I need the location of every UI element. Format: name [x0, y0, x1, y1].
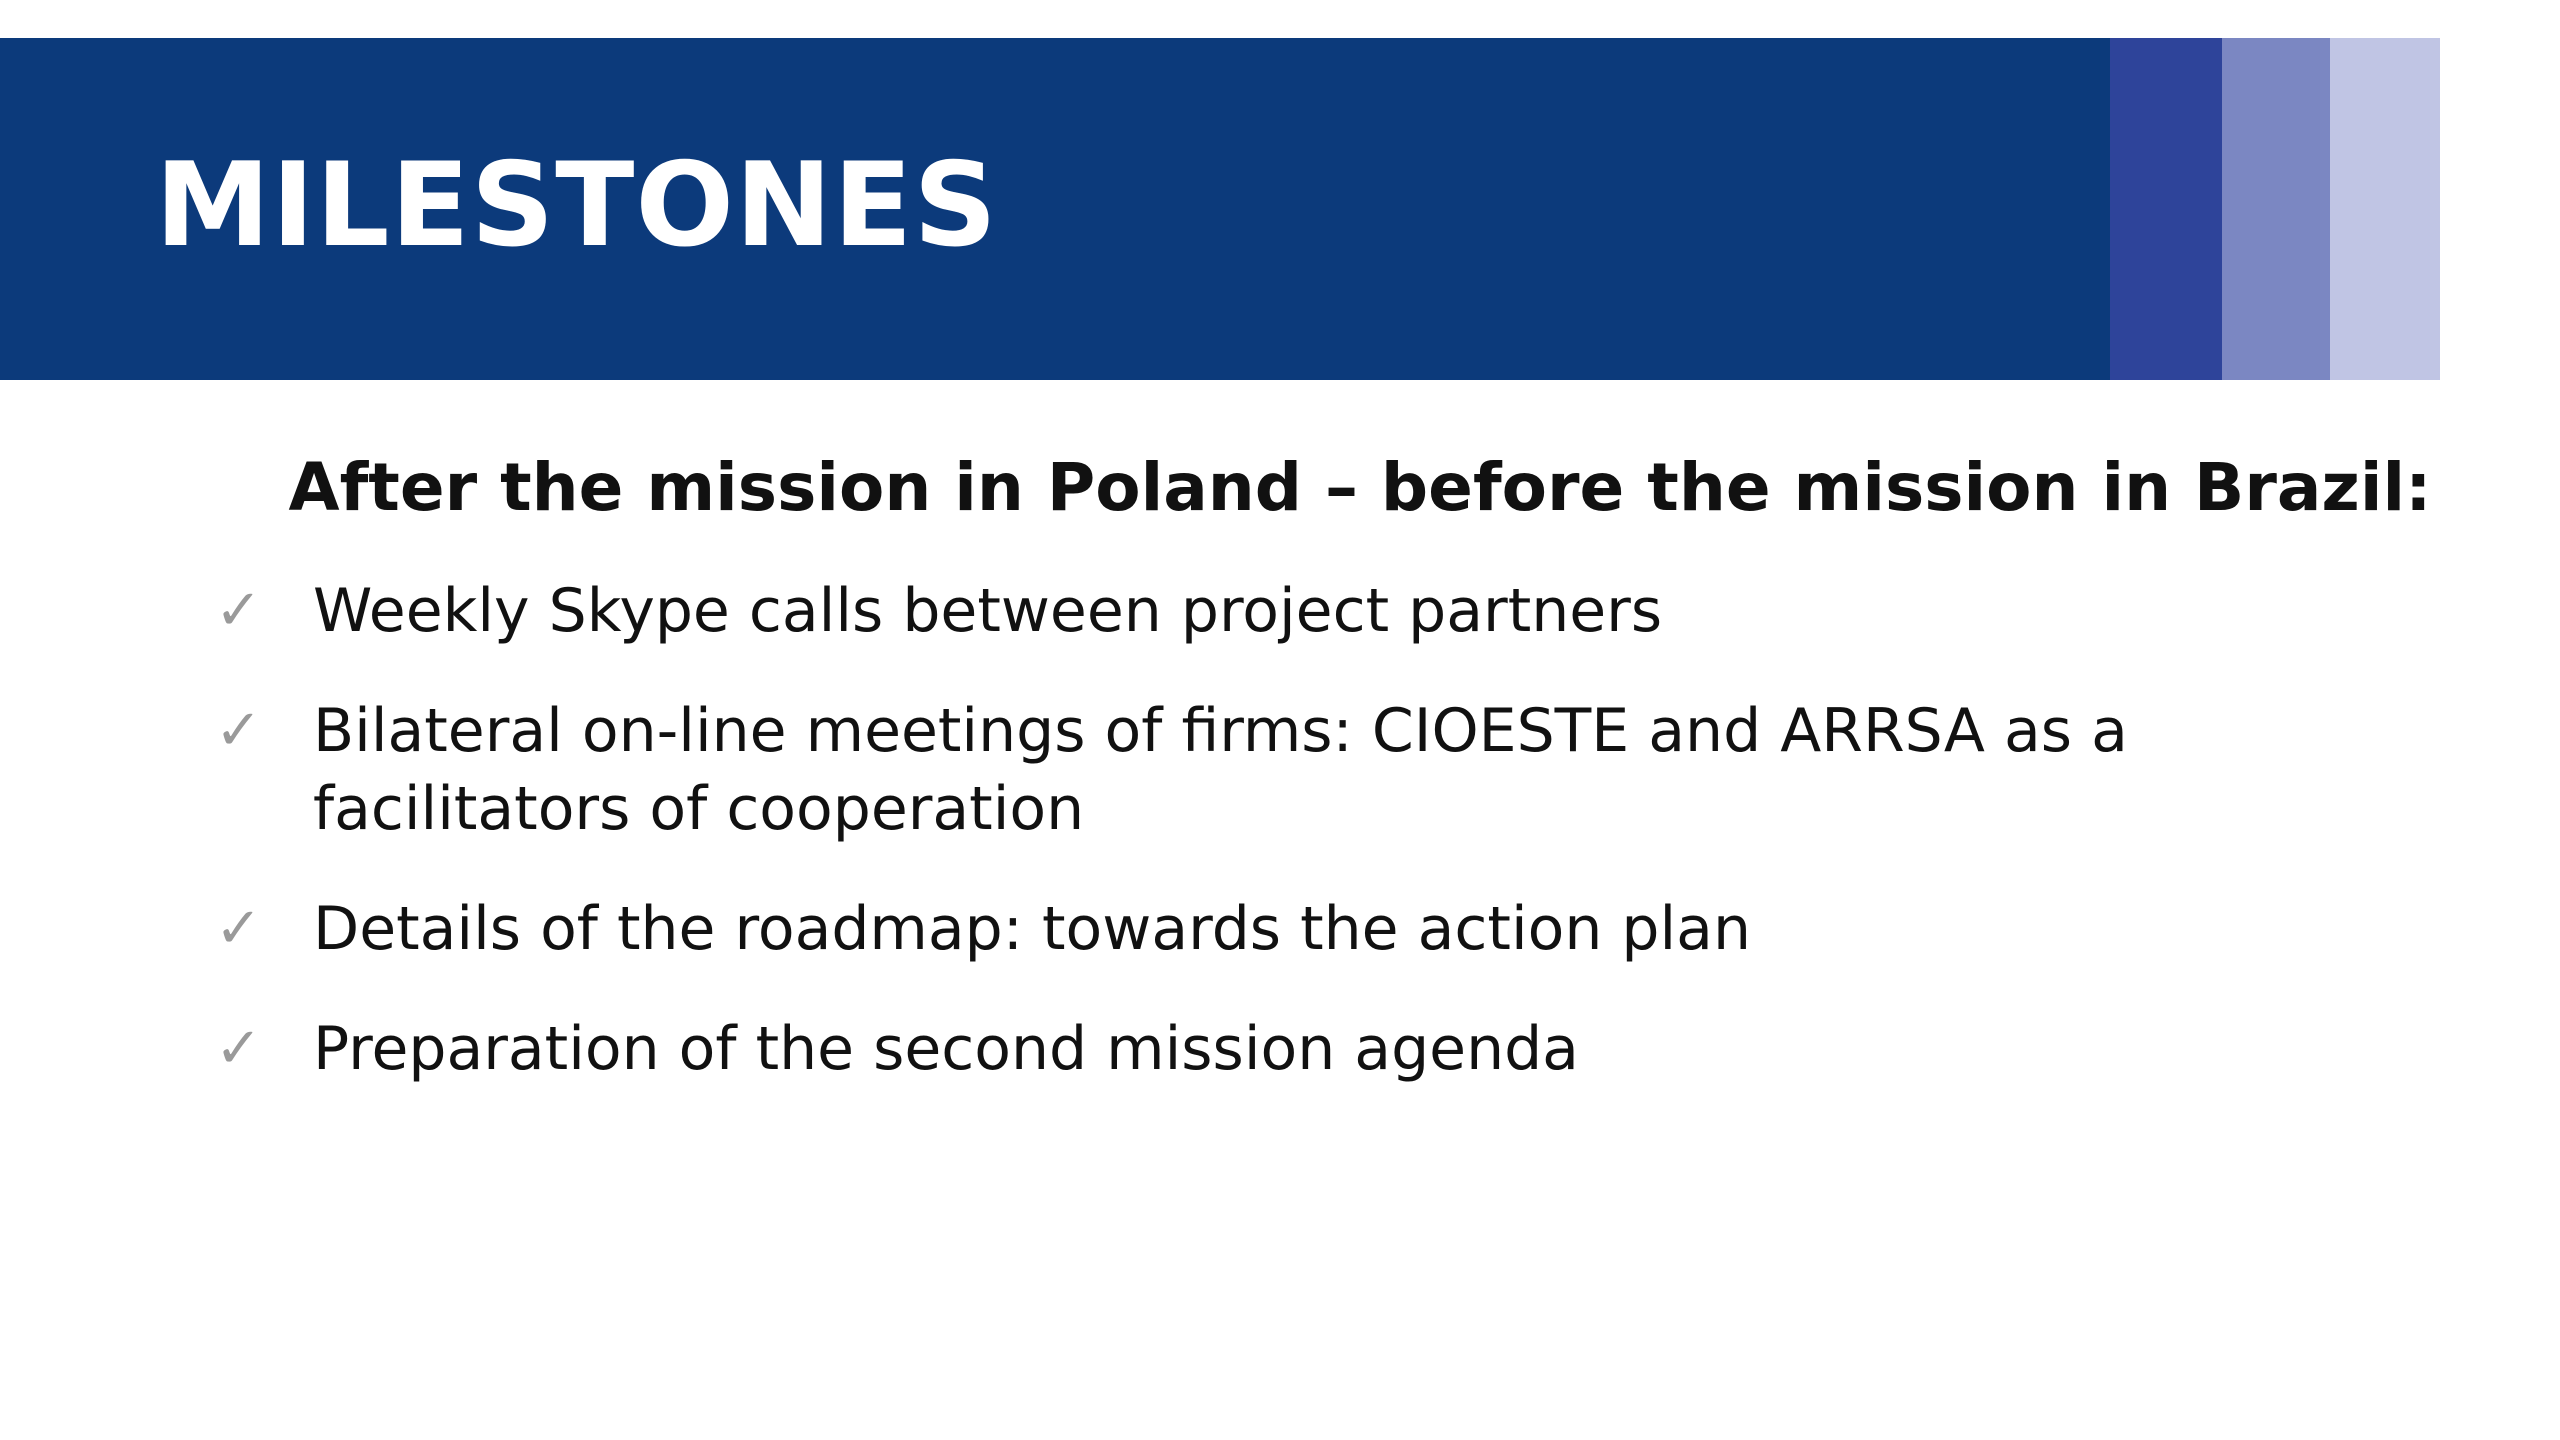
bullet-text: Preparation of the second mission agenda — [313, 1014, 1579, 1084]
check-icon: ✓ — [215, 896, 262, 961]
bullet-text: Details of the roadmap: towards the action plan — [313, 894, 1751, 964]
bullet-text: Bilateral on-line meetings of firms: CIOESTE and ARRSA as a facilitators of cooperation — [313, 696, 2128, 844]
bullet-list — [215, 572, 2445, 1130]
check-icon: ✓ — [215, 578, 262, 643]
check-icon: ✓ — [215, 698, 262, 763]
accent-stripe-light — [2330, 38, 2440, 380]
slide-title: MILESTONES — [155, 138, 998, 273]
bullet-text: Weekly Skype calls between project partners — [313, 576, 1663, 646]
list-item — [215, 1010, 2445, 1088]
list-item — [215, 890, 2445, 968]
accent-stripe-mid — [2222, 38, 2330, 380]
list-item — [215, 572, 2445, 650]
list-item — [215, 692, 2445, 848]
slide-subheading: After the mission in Poland – before the mission in Brazil: — [288, 449, 2432, 526]
check-icon: ✓ — [215, 1016, 262, 1081]
accent-stripe-dark — [2110, 38, 2222, 380]
